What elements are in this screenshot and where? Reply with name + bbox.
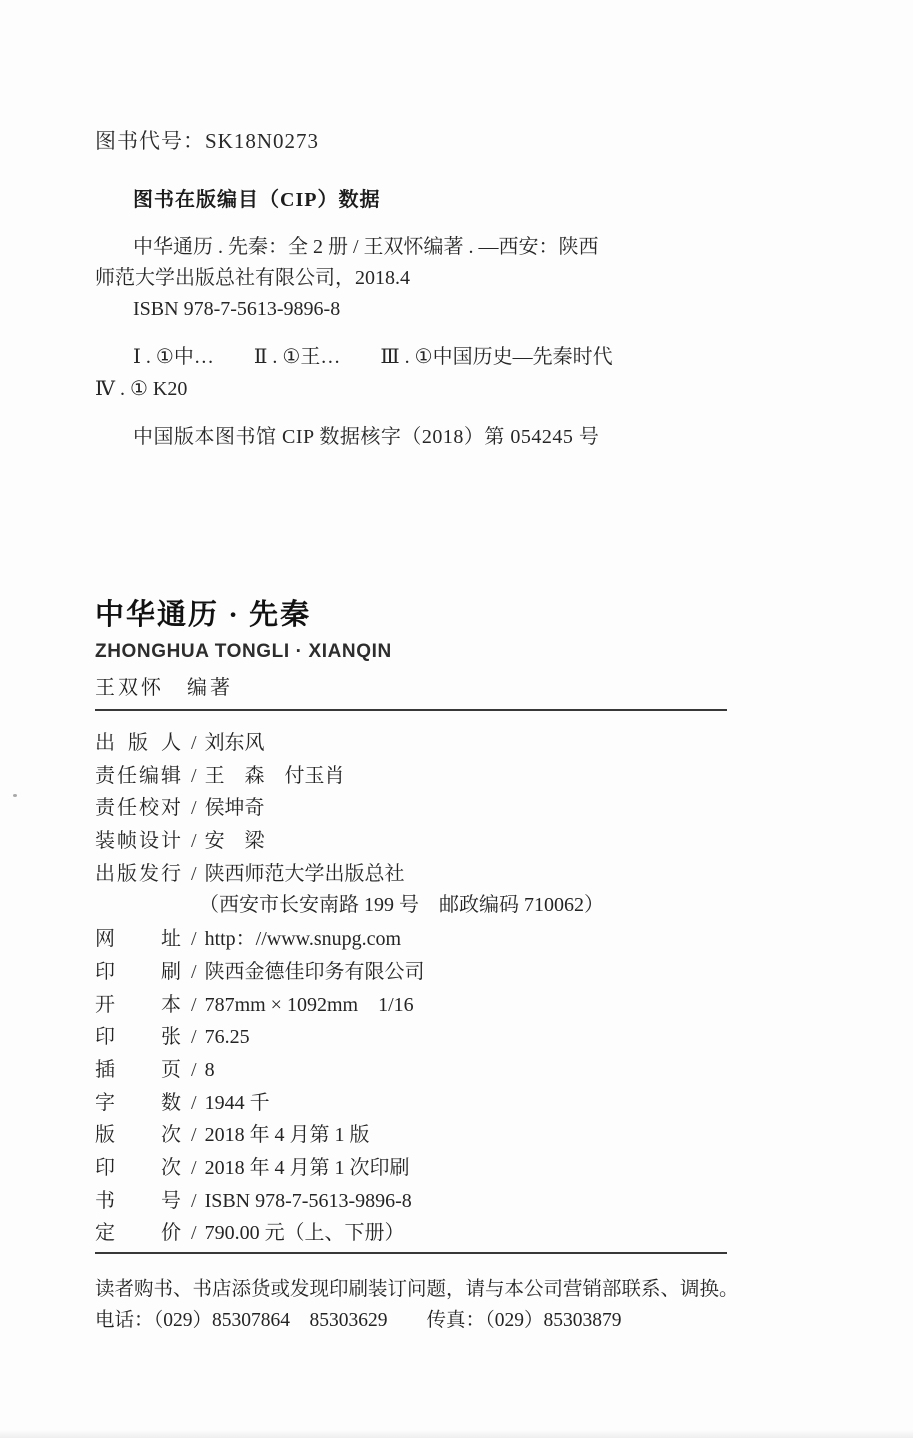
colophon-label: 网 址 <box>95 928 181 951</box>
colophon-value: 陕西金德佳印务有限公司 <box>204 960 425 983</box>
colophon-label: 定 价 <box>95 1222 181 1245</box>
cip-isbn-line: ISBN 978-7-5613-9896-8 <box>133 298 341 320</box>
colophon-slash: / <box>191 993 197 1016</box>
colophon-slash: / <box>191 1124 197 1147</box>
colophon-row-format <box>95 988 795 1021</box>
colophon-value: 陕西师范大学出版总社 <box>204 862 405 885</box>
colophon-slash: / <box>191 1156 197 1179</box>
colophon-row-printing <box>95 1151 795 1184</box>
colophon-value: ISBN 978-7-5613-9896-8 <box>204 1189 412 1212</box>
colophon-label: 责任编辑 <box>95 764 181 787</box>
colophon-label: 字 数 <box>95 1091 181 1114</box>
colophon-row-proofreader <box>95 791 795 824</box>
colophon-row-isbn <box>95 1184 795 1217</box>
colophon-label: 插 页 <box>95 1058 181 1081</box>
colophon-row-designer <box>95 824 795 857</box>
colophon-row-edition <box>95 1118 795 1151</box>
book-title-pinyin: ZHONGHUA TONGLI · XIANQIN <box>95 641 392 662</box>
cip-line-2: 师范大学出版总社有限公司，2018.4 <box>95 267 410 289</box>
cip-line-1: 中华通历 . 先秦：全 2 册 / 王双怀编著 . —西安：陕西 <box>133 236 599 258</box>
colophon-value: 8 <box>204 1058 215 1081</box>
colophon-slash: / <box>191 797 197 820</box>
colophon-row-wordcount <box>95 1086 795 1119</box>
colophon-value: 刘东风 <box>204 732 265 754</box>
colophon-row-inserts <box>95 1053 795 1086</box>
colophon-slash: / <box>191 1091 197 1114</box>
colophon-slash: / <box>191 732 197 754</box>
colophon-value: 1944 千 <box>204 1091 270 1114</box>
colophon-address-note: （西安市长安南路 199 号 邮政编码 710062） <box>199 894 604 917</box>
colophon-label: 出 版 人 <box>95 732 181 754</box>
book-code-line: 图书代号：SK18N0273 <box>95 129 320 153</box>
colophon-row-publisher <box>95 857 795 890</box>
book-author: 王双怀 编著 <box>95 677 233 699</box>
colophon-slash: / <box>191 830 197 853</box>
colophon-label: 版 次 <box>95 1124 181 1147</box>
colophon-row-editor <box>95 759 795 792</box>
cip-classification-block <box>95 341 695 405</box>
colophon-label: 装帧设计 <box>95 830 181 853</box>
divider-top <box>95 709 727 711</box>
colophon-value: 2018 年 4 月第 1 版 <box>204 1124 370 1147</box>
colophon-label: 印 张 <box>95 1026 181 1049</box>
colophon-slash: / <box>191 1058 197 1081</box>
colophon-slash: / <box>191 928 197 951</box>
colophon-row-sheets <box>95 1020 795 1053</box>
colophon-row-printer <box>95 955 795 988</box>
colophon-slash: / <box>191 1189 197 1212</box>
divider-bottom <box>95 1252 727 1254</box>
colophon-row-publisher-person <box>95 726 795 759</box>
cip-heading: 图书在版编目（CIP）数据 <box>133 189 381 211</box>
colophon-value: 787mm × 1092mm 1/16 <box>204 993 414 1016</box>
colophon-slash: / <box>191 960 197 983</box>
colophon-value: 安 梁 <box>204 830 265 853</box>
contact-phone-line: 电话：（029）85307864 85303629 传真：（029）85303879 <box>95 1310 622 1331</box>
classification-line-1: Ⅰ . ①中… Ⅱ . ①王… Ⅲ . ①中国历史—先秦时代 <box>133 346 613 368</box>
classification-line-2: Ⅳ . ① K20 <box>95 378 188 400</box>
colophon-slash: / <box>191 1222 197 1245</box>
colophon-value: 790.00 元（上、下册） <box>204 1222 405 1245</box>
colophon-value: 王 森 付玉肖 <box>204 764 345 787</box>
colophon-label: 印 刷 <box>95 960 181 983</box>
colophon-value: 2018 年 4 月第 1 次印刷 <box>204 1156 410 1179</box>
colophon-slash: / <box>191 862 197 885</box>
colophon-slash: / <box>191 764 197 787</box>
colophon-row-price <box>95 1216 795 1249</box>
colophon-label: 印 次 <box>95 1156 181 1179</box>
colophon-row-website <box>95 922 795 955</box>
cip-description-block <box>95 232 695 325</box>
colophon-slash: / <box>191 1026 197 1049</box>
colophon-label: 责任校对 <box>95 797 181 820</box>
cip-record-line: 中国版本图书馆 CIP 数据核字（2018）第 054245 号 <box>133 426 600 448</box>
reader-notice-line: 读者购书、书店添货或发现印刷装订问题，请与本公司营销部联系、调换。 <box>95 1279 739 1300</box>
scan-speck <box>13 794 17 797</box>
colophon-value: http：//www.snupg.com <box>204 928 402 951</box>
colophon-label: 书 号 <box>95 1189 181 1212</box>
scan-bottom-shade <box>0 1430 913 1438</box>
colophon-label: 出版发行 <box>95 862 181 885</box>
colophon-label: 开 本 <box>95 993 181 1016</box>
colophon-value: 76.25 <box>204 1026 250 1049</box>
colophon-list <box>95 726 795 1249</box>
colophon-value: 侯坤奇 <box>204 797 265 820</box>
book-title: 中华通历 · 先秦 <box>95 599 312 631</box>
